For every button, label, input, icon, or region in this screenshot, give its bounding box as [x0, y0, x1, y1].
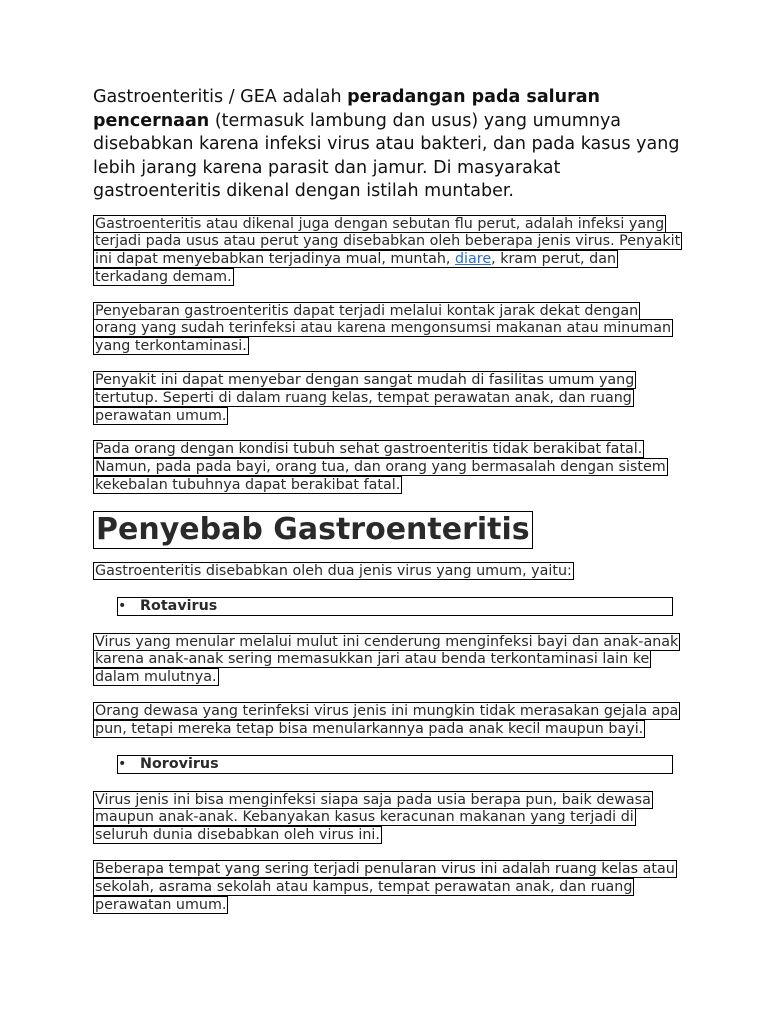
bullet-rotavirus: [117, 597, 673, 616]
paragraph-3: [93, 372, 683, 425]
bullet-dot: •: [118, 755, 127, 772]
diare-link[interactable]: diare: [454, 251, 492, 268]
paragraph-9: [93, 861, 683, 914]
paragraph-2-box: Penyebaran gastroenteritis dapat terjadi melalui kontak jarak dekat dengan orang yang sudah terinfeksi atau karena mengonsumsi makanan atau minuman yang terkontaminasi.: [95, 302, 672, 355]
intro-text-2: (termasuk lambung dan usus) yang umumnya disebabkan karena infeksi virus atau bakteri, dan pada kasus yang lebih jarang karena parasit dan jamur. Di masyarakat gastroenteritis dikenal dengan istilah muntaber.: [93, 110, 680, 201]
paragraph-9-box: Beberapa tempat yang sering terjadi penularan virus ini adalah ruang kelas atau sekolah, asrama sekolah atau kampus, tempat perawatan anak, dan ruang perawatan umum.: [95, 861, 675, 913]
document-page: [93, 86, 683, 930]
bullet-rotavirus-label: Rotavirus: [140, 597, 218, 614]
paragraph-2: [93, 303, 683, 356]
paragraph-7-box: Orang dewasa yang terinfeksi virus jenis ini mungkin tidak merasakan gejala apa pun, tetapi mereka tetap bisa menularkannya pada anak kecil maupun bayi.: [95, 703, 679, 737]
paragraph-8: [93, 792, 683, 845]
paragraph-1-box: [93, 215, 682, 286]
intro-bold-text: peradangan pada saluran pencernaan: [93, 87, 601, 131]
bullet-dot: •: [118, 597, 127, 614]
paragraph-1-text-end: , kram perut, dan terkadang demam.: [95, 251, 617, 285]
section-heading: Penyebab Gastroenteritis: [93, 511, 533, 549]
intro-text-1: Gastroenteritis / GEA adalah: [93, 87, 348, 107]
paragraph-1: [93, 216, 683, 287]
paragraph-5-box: Gastroenteritis disebabkan oleh dua jenis virus yang umum, yaitu:: [95, 562, 572, 579]
paragraph-8-box: Virus jenis ini bisa menginfeksi siapa saja pada usia berapa pun, baik dewasa maupun anak-anak. Kebanyakan kasus keracunan makanan yang terjadi di seluruh dunia disebabkan oleh virus ini.: [95, 791, 651, 844]
bullet-norovirus: [117, 755, 673, 774]
paragraph-7: [93, 703, 683, 739]
paragraph-4: [93, 441, 683, 494]
paragraph-1-text: Gastroenteritis atau dikenal juga dengan sebutan flu perut, adalah infeksi yang terjadi pada usus atau perut yang disebabkan oleh beberapa jenis virus. Penyakit ini dapat menyebabkan terjadinya mual, muntah,: [95, 215, 681, 268]
paragraph-6-box: Virus yang menular melalui mulut ini cenderung menginfeksi bayi dan anak-anak karena anak-anak sering memasukkan jari atau benda terkontaminasi lain ke dalam mulutnya.: [95, 633, 679, 686]
paragraph-4-box: Pada orang dengan kondisi tubuh sehat gastroenteritis tidak berakibat fatal. Namun, pada pada bayi, orang tua, dan orang yang bermasalah dengan sistem kekebalan tubuhnya dapat berakibat fatal.: [95, 441, 666, 494]
paragraph-5: [93, 563, 683, 581]
paragraph-6: [93, 634, 683, 687]
paragraph-3-box: Penyakit ini dapat menyebar dengan sangat mudah di fasilitas umum yang tertutup. Seperti di dalam ruang kelas, tempat perawatan anak, dan ruang perawatan umum.: [95, 372, 635, 424]
bullet-norovirus-label: Norovirus: [140, 755, 219, 772]
intro-paragraph: [93, 86, 683, 204]
